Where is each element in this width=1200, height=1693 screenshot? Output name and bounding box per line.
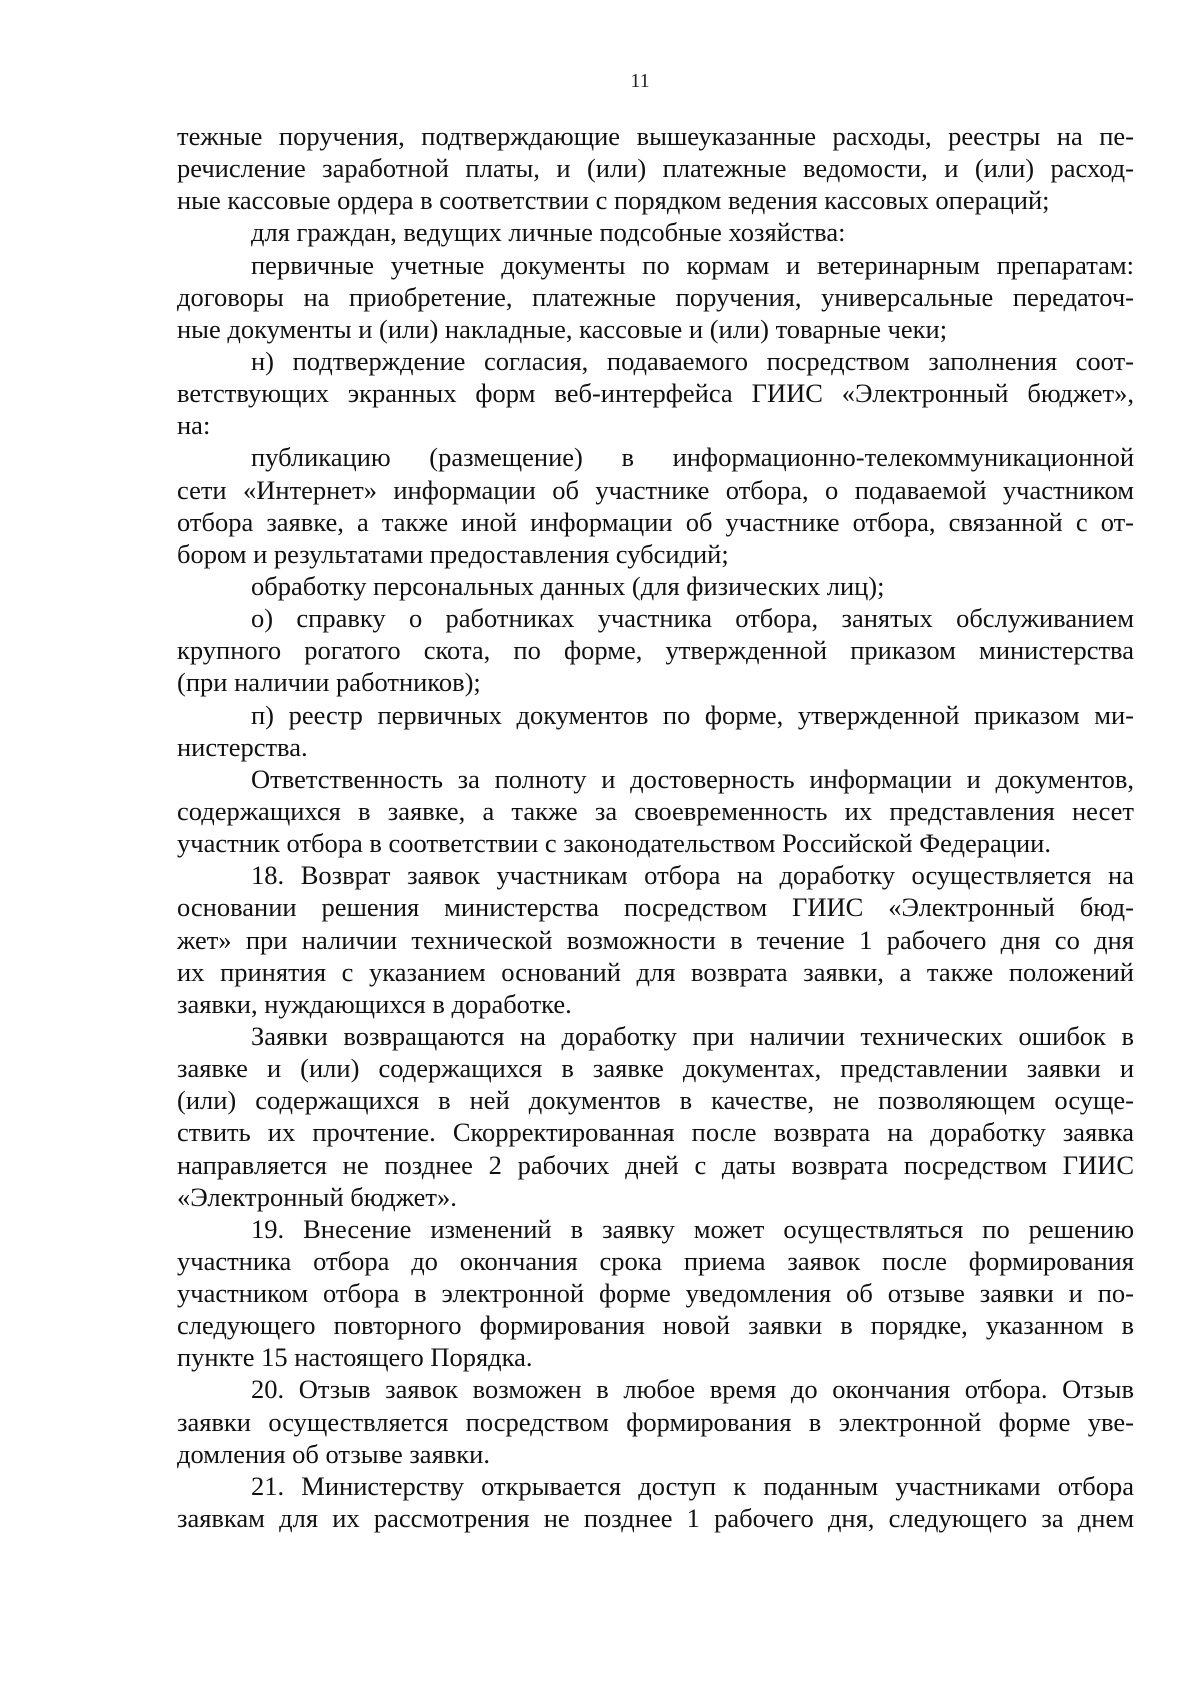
text-line: публикацию (размещение) в информационно-телекоммуникационной	[251, 442, 1134, 473]
text-line: «Электронный бюджет».	[177, 1181, 457, 1212]
text-line: Ответственность за полноту и достоверность информации и документов,	[251, 763, 1134, 794]
text-line: жет» при наличии технической возможности в течение 1 рабочего дня со дня	[177, 924, 1134, 955]
text-line: (или) содержащихся в ней документов в качестве, не позволяющем осуще-	[177, 1085, 1134, 1116]
document-body	[177, 120, 1134, 1534]
text-line: для граждан, ведущих личные подсобные хозяйства:	[251, 217, 846, 248]
text-line: о) справку о работниках участника отбора, занятых обслуживанием	[251, 603, 1134, 634]
text-line: ные кассовые ордера в соответствии с порядком ведения кассовых операций;	[177, 185, 1050, 216]
text-line: нистерства.	[177, 731, 308, 762]
text-line: 19. Внесение изменений в заявку может осуществляться по решению	[251, 1213, 1134, 1244]
text-line: содержащихся в заявке, а также за своевременность их представления несет	[177, 795, 1134, 826]
text-line: бором и результатами предоставления субсидий;	[177, 538, 729, 569]
text-line: сети «Интернет» информации об участнике отбора, о подаваемой участником	[177, 474, 1134, 505]
text-line: заявкам для их рассмотрения не позднее 1 рабочего дня, следующего за днем	[177, 1503, 1134, 1534]
text-line: тежные поручения, подтверждающие вышеуказанные расходы, реестры на пе-	[177, 121, 1134, 151]
text-line: ствить их прочтение. Скорректированная после возврата на доработку заявка	[177, 1117, 1134, 1148]
text-line: направляется не позднее 2 рабочих дней с даты возврата посредством ГИИС	[177, 1149, 1134, 1180]
text-line: участника отбора до окончания срока приема заявок после формирования	[177, 1245, 1134, 1276]
text-line: ные документы и (или) накладные, кассовые и (или) товарные чеки;	[177, 313, 948, 344]
text-line: первичные учетные документы по кормам и ветеринарным препаратам:	[251, 249, 1134, 280]
text-line: домления об отзыве заявки.	[177, 1438, 490, 1469]
page-number: 11	[630, 70, 650, 92]
text-line: заявки, нуждающихся в доработке.	[177, 988, 572, 1019]
text-line: на:	[177, 410, 211, 441]
text-line: крупного рогатого скота, по форме, утвержденной приказом министерства	[177, 635, 1134, 666]
text-line: участником отбора в электронной форме уведомления об отзыве заявки и по-	[177, 1278, 1134, 1309]
text-line: обработку персональных данных (для физических лиц);	[251, 570, 885, 601]
text-line: участник отбора в соответствии с законодательством Российской Федерации.	[177, 828, 1051, 859]
text-line: Заявки возвращаются на доработку при наличии технических ошибок в	[251, 1020, 1134, 1051]
text-line: н) подтверждение согласия, подаваемого посредством заполнения соот-	[251, 345, 1134, 376]
text-line: отбора заявке, а также иной информации об участнике отбора, связанной с от-	[177, 506, 1134, 537]
text-line: заявки осуществляется посредством формирования в электронной форме уве-	[177, 1406, 1134, 1437]
text-line: 21. Министерству открывается доступ к поданным участниками отбора	[251, 1470, 1134, 1501]
text-line: речисление заработной платы, и (или) платежные ведомости, и (или) расход-	[177, 153, 1134, 184]
text-line: 18. Возврат заявок участникам отбора на доработку осуществляется на	[251, 860, 1134, 891]
text-line: пункте 15 настоящего Порядка.	[177, 1342, 533, 1373]
text-line: ветствующих экранных форм веб-интерфейса ГИИС «Электронный бюджет»,	[177, 378, 1134, 409]
text-line: (при наличии работников);	[177, 667, 481, 698]
text-line: п) реестр первичных документов по форме, утвержденной приказом ми-	[251, 699, 1134, 730]
text-line: заявке и (или) содержащихся в заявке документах, представлении заявки и	[177, 1053, 1134, 1084]
text-line: следующего повторного формирования новой заявки в порядке, указанном в	[177, 1310, 1134, 1341]
text-line: их принятия с указанием оснований для возврата заявки, а также положений	[177, 956, 1134, 987]
text-line: 20. Отзыв заявок возможен в любое время до окончания отбора. Отзыв	[251, 1374, 1134, 1405]
text-line: договоры на приобретение, платежные поручения, универсальные передаточ-	[177, 281, 1134, 312]
text-line: основании решения министерства посредством ГИИС «Электронный бюд-	[177, 892, 1134, 923]
